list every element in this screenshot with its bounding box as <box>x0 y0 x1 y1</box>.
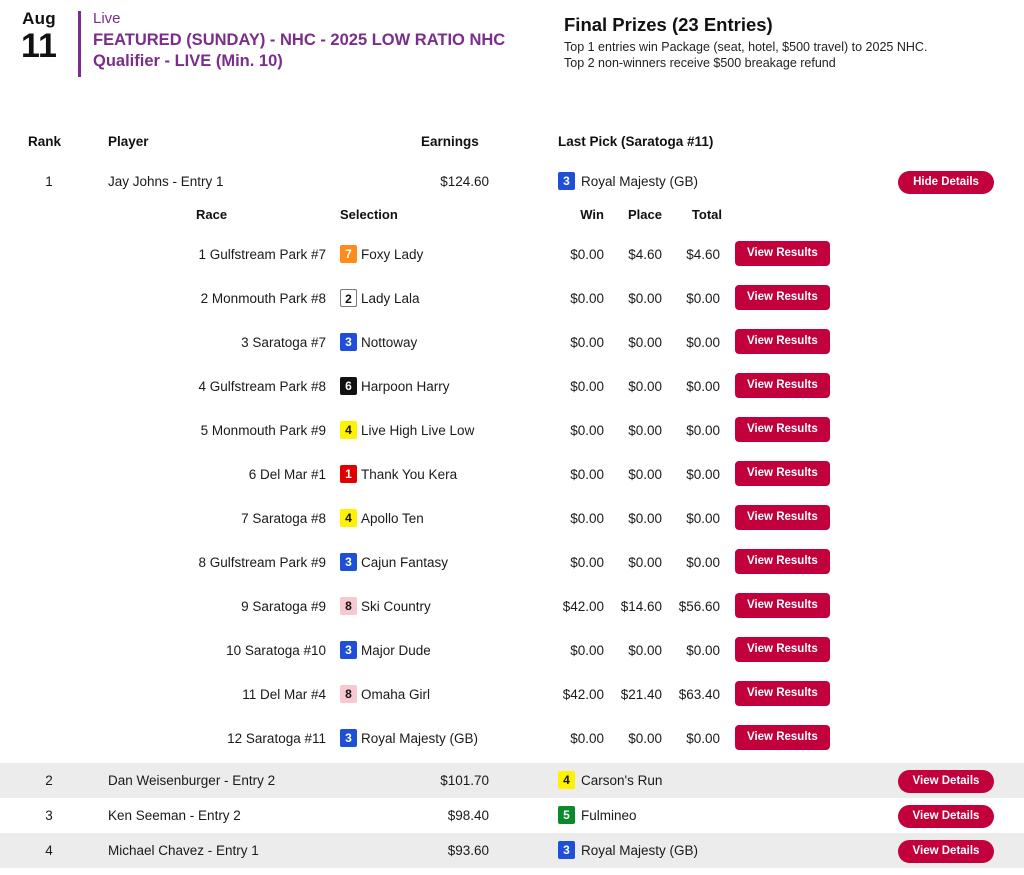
row-rank: 3 <box>45 808 53 823</box>
view-details-button-wrap <box>898 840 994 863</box>
row-earnings: $98.40 <box>447 808 489 823</box>
detail-race: 10 Saratoga #10 <box>226 643 326 658</box>
detail-horse-name: Omaha Girl <box>361 686 431 702</box>
view-results-button[interactable]: View Results <box>735 549 830 574</box>
table-row[interactable] <box>0 833 1024 868</box>
date-month: Aug <box>22 9 56 28</box>
row-last-pick-name: Royal Majesty (GB) <box>581 842 699 858</box>
detail-selection <box>340 333 417 351</box>
view-results-button-wrap <box>735 241 830 266</box>
row-player-name: Ken Seeman - Entry 2 <box>108 808 241 823</box>
detail-total: $0.00 <box>686 423 720 438</box>
detail-race: 7 Saratoga #8 <box>241 511 326 526</box>
saddle-cloth-number-icon: 5 <box>558 806 575 824</box>
row-player-name: Michael Chavez - Entry 1 <box>108 843 259 858</box>
detail-row <box>0 323 1024 367</box>
column-header-earnings: Earnings <box>421 134 479 149</box>
detail-selection <box>340 245 423 263</box>
row-last-pick <box>558 806 637 824</box>
detail-horse-name: Foxy Lady <box>361 246 424 262</box>
detail-total: $63.40 <box>678 687 720 702</box>
detail-place: $0.00 <box>628 379 662 394</box>
detail-total: $0.00 <box>686 291 720 306</box>
detail-place: $21.40 <box>620 687 662 702</box>
row-last-pick-name: Carson's Run <box>581 772 663 788</box>
detail-place: $0.00 <box>628 291 662 306</box>
saddle-cloth-number-icon: 4 <box>340 509 357 527</box>
row-rank: 4 <box>45 843 53 858</box>
saddle-cloth-number-icon: 3 <box>340 641 357 659</box>
detail-race: 1 Gulfstream Park #7 <box>198 247 326 262</box>
detail-place: $14.60 <box>620 599 662 614</box>
detail-row <box>0 235 1024 279</box>
column-header-player: Player <box>108 134 149 149</box>
detail-row <box>0 587 1024 631</box>
detail-column-headers <box>0 207 1024 235</box>
detail-total: $0.00 <box>686 335 720 350</box>
view-results-button[interactable]: View Results <box>735 329 830 354</box>
detail-place: $0.00 <box>628 731 662 746</box>
view-results-button-wrap <box>735 505 830 530</box>
detail-total: $0.00 <box>686 511 720 526</box>
view-results-button[interactable]: View Results <box>735 593 830 618</box>
prizes-line-2: Top 2 non-winners receive $500 breakage refund <box>564 56 836 70</box>
row-last-pick-name: Royal Majesty (GB) <box>581 173 699 189</box>
detail-total: $0.00 <box>686 731 720 746</box>
saddle-cloth-number-icon: 8 <box>340 597 357 615</box>
detail-selection <box>340 729 478 747</box>
detail-win: $42.00 <box>562 687 604 702</box>
view-results-button[interactable]: View Results <box>735 681 830 706</box>
detail-horse-name: Ski Country <box>361 598 431 614</box>
detail-selection <box>340 553 448 571</box>
detail-row <box>0 411 1024 455</box>
detail-horse-name: Lady Lala <box>361 290 420 306</box>
detail-selection <box>340 421 474 439</box>
view-results-button[interactable]: View Results <box>735 285 830 310</box>
saddle-cloth-number-icon: 3 <box>340 333 357 351</box>
detail-row <box>0 631 1024 675</box>
view-results-button-wrap <box>735 637 830 662</box>
saddle-cloth-number-icon: 6 <box>340 377 357 395</box>
detail-total: $4.60 <box>686 247 720 262</box>
view-details-button-wrap <box>898 770 994 793</box>
detail-row <box>0 675 1024 719</box>
detail-horse-name: Major Dude <box>361 642 431 658</box>
saddle-cloth-number-icon: 2 <box>340 289 357 307</box>
detail-selection <box>340 377 450 395</box>
hide-details-button[interactable]: Hide Details <box>898 171 994 194</box>
row-last-pick <box>558 172 698 190</box>
saddle-cloth-number-icon: 1 <box>340 465 357 483</box>
detail-race: 11 Del Mar #4 <box>242 687 326 702</box>
saddle-cloth-number-icon: 8 <box>340 685 357 703</box>
detail-total: $56.60 <box>678 599 720 614</box>
prizes-block <box>564 8 927 71</box>
detail-race: 2 Monmouth Park #8 <box>200 291 326 306</box>
detail-row <box>0 279 1024 323</box>
view-results-button[interactable]: View Results <box>735 417 830 442</box>
detail-header-race: Race <box>196 207 228 222</box>
view-details-button[interactable]: View Details <box>898 840 994 863</box>
detail-race: 5 Monmouth Park #9 <box>200 423 326 438</box>
detail-race: 12 Saratoga #11 <box>227 731 326 746</box>
column-header-last-pick: Last Pick (Saratoga #11) <box>558 134 714 149</box>
detail-win: $0.00 <box>570 247 604 262</box>
detail-place: $0.00 <box>628 335 662 350</box>
row-rank: 2 <box>45 773 53 788</box>
detail-row <box>0 543 1024 587</box>
detail-place: $0.00 <box>628 643 662 658</box>
detail-race: 3 Saratoga #7 <box>241 335 326 350</box>
row-last-pick <box>558 841 698 859</box>
view-results-button[interactable]: View Results <box>735 637 830 662</box>
saddle-cloth-number-icon: 3 <box>558 172 575 190</box>
entry-detail-table <box>0 199 1024 763</box>
view-results-button-wrap <box>735 681 830 706</box>
detail-selection <box>340 641 431 659</box>
view-details-button[interactable]: View Details <box>898 770 994 793</box>
detail-horse-name: Live High Live Low <box>361 422 475 438</box>
saddle-cloth-number-icon: 3 <box>340 729 357 747</box>
view-results-button[interactable]: View Results <box>735 725 830 750</box>
detail-win: $0.00 <box>570 423 604 438</box>
detail-horse-name: Thank You Kera <box>361 466 458 482</box>
detail-win: $0.00 <box>570 643 604 658</box>
detail-header-win: Win <box>580 207 604 222</box>
detail-win: $0.00 <box>570 291 604 306</box>
detail-header-selection: Selection <box>340 207 398 222</box>
prizes-title: Final Prizes (23 Entries) <box>564 14 773 35</box>
view-details-button-wrap <box>898 805 994 828</box>
detail-win: $0.00 <box>570 511 604 526</box>
column-header-rank: Rank <box>28 134 62 149</box>
detail-row <box>0 455 1024 499</box>
table-row[interactable] <box>0 798 1024 833</box>
detail-race: 8 Gulfstream Park #9 <box>198 555 326 570</box>
event-title: FEATURED (SUNDAY) - NHC - 2025 LOW RATIO NHC Qualifier - LIVE (Min. 10) <box>93 31 506 70</box>
detail-horse-name: Nottoway <box>361 334 418 350</box>
detail-win: $0.00 <box>570 379 604 394</box>
detail-place: $0.00 <box>628 511 662 526</box>
row-last-pick-name: Fulmineo <box>581 807 637 823</box>
detail-win: $0.00 <box>570 335 604 350</box>
view-results-button-wrap <box>735 373 830 398</box>
detail-row <box>0 719 1024 763</box>
view-results-button-wrap <box>735 329 830 354</box>
detail-win: $42.00 <box>562 599 604 614</box>
view-results-button-wrap <box>735 725 830 750</box>
detail-total: $0.00 <box>686 555 720 570</box>
detail-place: $0.00 <box>628 467 662 482</box>
view-details-button[interactable]: View Details <box>898 805 994 828</box>
row-earnings: $101.70 <box>440 773 489 788</box>
view-results-button[interactable]: View Results <box>735 461 830 486</box>
detail-total: $0.00 <box>686 467 720 482</box>
saddle-cloth-number-icon: 4 <box>558 771 575 789</box>
detail-selection <box>340 289 420 307</box>
detail-place: $4.60 <box>628 247 662 262</box>
contest-date <box>0 8 78 64</box>
detail-selection <box>340 465 457 483</box>
saddle-cloth-number-icon: 3 <box>558 841 575 859</box>
detail-horse-name: Apollo Ten <box>361 510 424 526</box>
leaderboard-column-headers <box>0 134 1024 164</box>
view-results-button[interactable]: View Results <box>735 373 830 398</box>
detail-win: $0.00 <box>570 555 604 570</box>
detail-win: $0.00 <box>570 467 604 482</box>
detail-total: $0.00 <box>686 379 720 394</box>
row-player-name: Dan Weisenburger - Entry 2 <box>108 773 276 788</box>
detail-header-total: Total <box>691 207 722 222</box>
saddle-cloth-number-icon: 3 <box>340 553 357 571</box>
live-status-label: Live <box>93 10 121 27</box>
detail-race: 9 Saratoga #9 <box>241 599 326 614</box>
detail-place: $0.00 <box>628 555 662 570</box>
table-row[interactable] <box>0 763 1024 798</box>
view-results-button-wrap <box>735 593 830 618</box>
row-earnings: $93.60 <box>447 843 489 858</box>
detail-header-place: Place <box>628 207 662 222</box>
detail-row <box>0 367 1024 411</box>
view-results-button[interactable]: View Results <box>735 241 830 266</box>
view-results-button-wrap <box>735 549 830 574</box>
row-last-pick <box>558 771 662 789</box>
contest-header <box>0 0 1024 92</box>
detail-horse-name: Cajun Fantasy <box>361 554 449 570</box>
detail-place: $0.00 <box>628 423 662 438</box>
detail-race: 6 Del Mar #1 <box>248 467 326 482</box>
view-results-button-wrap <box>735 285 830 310</box>
row-earnings: $124.60 <box>440 174 489 189</box>
detail-horse-name: Harpoon Harry <box>361 378 450 394</box>
saddle-cloth-number-icon: 4 <box>340 421 357 439</box>
contest-title-block <box>81 8 521 72</box>
detail-selection <box>340 685 430 703</box>
detail-total: $0.00 <box>686 643 720 658</box>
detail-selection <box>340 597 431 615</box>
view-results-button-wrap <box>735 417 830 442</box>
row-rank: 1 <box>45 174 53 189</box>
hide-details-button-wrap <box>898 171 994 194</box>
view-results-button[interactable]: View Results <box>735 505 830 530</box>
row-player-name: Jay Johns - Entry 1 <box>108 174 224 189</box>
date-day: 11 <box>21 27 57 65</box>
view-results-button-wrap <box>735 461 830 486</box>
prizes-line-1: Top 1 entries win Package (seat, hotel, $500 travel) to 2025 NHC. <box>564 40 928 54</box>
table-row[interactable] <box>0 164 1024 199</box>
detail-win: $0.00 <box>570 731 604 746</box>
detail-horse-name: Royal Majesty (GB) <box>361 730 479 746</box>
detail-selection <box>340 509 424 527</box>
detail-row <box>0 499 1024 543</box>
saddle-cloth-number-icon: 7 <box>340 245 357 263</box>
detail-race: 4 Gulfstream Park #8 <box>198 379 326 394</box>
